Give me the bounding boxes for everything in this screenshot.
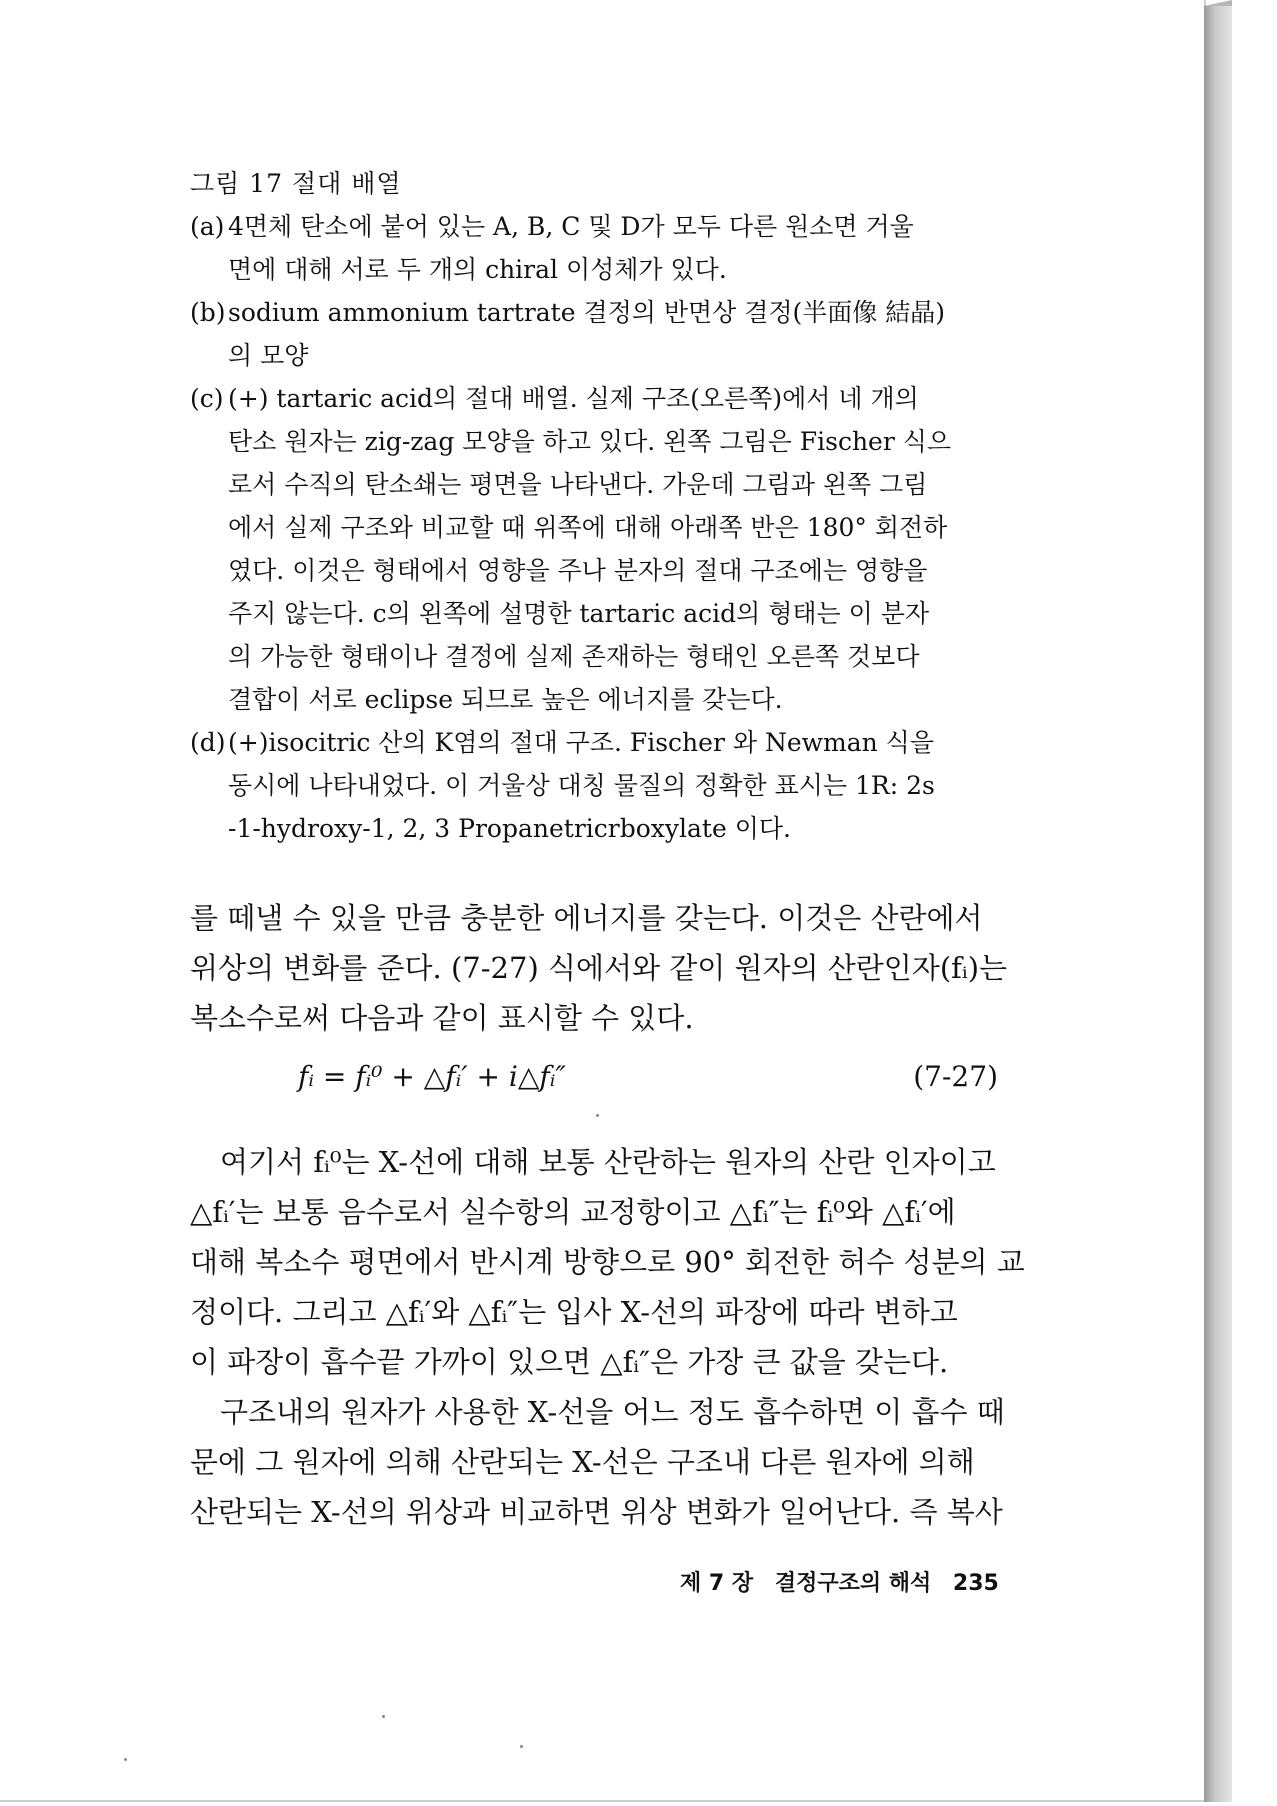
caption-line: 동시에 나타내었다. 이 거울상 대칭 물질의 정확한 표시는 1R: 2s — [228, 771, 935, 800]
text-line: 정이다. 그리고 △fᵢ′와 △fᵢ″는 입사 X-선의 파장에 따라 변하고 — [190, 1295, 958, 1329]
paragraph-2 — [190, 1137, 1030, 1387]
caption-item-label: (c) — [190, 384, 224, 413]
text-line: 구조내의 원자가 사용한 X-선을 어느 정도 흡수하면 이 흡수 때 — [220, 1395, 1005, 1429]
caption-item-label: (b) — [190, 298, 226, 327]
caption-line: 4면체 탄소에 붙어 있는 A, B, C 및 D가 모두 다른 원소면 거울 — [228, 212, 914, 241]
caption-line: (+)isocitric 산의 K염의 절대 구조. Fischer 와 Newman 식을 — [228, 728, 934, 757]
caption-line: -1-hydroxy-1, 2, 3 Propanetricrboxylate 이다. — [228, 814, 791, 843]
caption-line: 결합이 서로 eclipse 되므로 높은 에너지를 갖는다. — [228, 685, 783, 714]
paragraph-1 — [190, 893, 1030, 1043]
footer-chapter: 제 7 장 — [680, 1571, 754, 1596]
caption-line: 에서 실제 구조와 비교할 때 위쪽에 대해 아래쪽 반은 180° 회전하 — [228, 513, 948, 542]
print-speck — [382, 1715, 385, 1718]
footer-chapter-title: 결정구조의 해석 — [774, 1571, 932, 1596]
caption-line: (+) tartaric acid의 절대 배열. 실제 구조(오른쪽)에서 네 개의 — [228, 384, 919, 413]
caption-line: sodium ammonium tartrate 결정의 반면상 결정(半面像 結晶) — [228, 298, 945, 327]
caption-line: 면에 대해 서로 두 개의 chiral 이성체가 있다. — [228, 255, 727, 284]
caption-title: 그림 17 절대 배열 — [190, 169, 402, 198]
text-line: △fᵢ′는 보통 음수로서 실수항의 교정항이고 △fᵢ″는 fᵢ⁰와 △fᵢ′에 — [190, 1195, 956, 1229]
caption-item-a — [190, 205, 1030, 291]
equation-formula: fᵢ = fᵢ⁰ + △fᵢ′ + i△fᵢ″ — [298, 1060, 566, 1093]
figure-caption — [190, 162, 1030, 850]
caption-line: 의 가능한 형태이나 결정에 실제 존재하는 형태인 오른쪽 것보다 — [228, 642, 920, 671]
caption-item-label: (d) — [190, 728, 226, 757]
page-footer — [680, 1566, 1013, 1597]
text-line: 대해 복소수 평면에서 반시계 방향으로 90° 회전한 허수 성분의 교 — [190, 1245, 1025, 1279]
caption-line: 탄소 원자는 zig-zag 모양을 하고 있다. 왼쪽 그림은 Fischer 식으 — [228, 427, 952, 456]
print-speck — [596, 1114, 599, 1117]
equation-7-27 — [298, 1057, 998, 1097]
caption-item-d — [190, 721, 1030, 850]
text-line: 산란되는 X-선의 위상과 비교하면 위상 변화가 일어난다. 즉 복사 — [190, 1495, 1003, 1529]
caption-line: 로서 수직의 탄소쇄는 평면을 나타낸다. 가운데 그림과 왼쪽 그림 — [228, 470, 928, 499]
caption-item-c — [190, 377, 1030, 721]
caption-line: 의 모양 — [228, 341, 309, 370]
text-line: 이 파장이 흡수끝 가까이 있으면 △fᵢ″은 가장 큰 값을 갖는다. — [190, 1345, 949, 1379]
caption-line: 주지 않는다. c의 왼쪽에 설명한 tartaric acid의 형태는 이 분자 — [228, 599, 930, 628]
text-line: 문에 그 원자에 의해 산란되는 X-선은 구조내 다른 원자에 의해 — [190, 1445, 975, 1479]
caption-item-label: (a) — [190, 212, 225, 241]
text-line: 를 떼낼 수 있을 만큼 충분한 에너지를 갖는다. 이것은 산란에서 — [190, 901, 983, 935]
page-edge-shadow — [1204, 6, 1232, 1802]
text-line: 복소수로써 다음과 같이 표시할 수 있다. — [190, 1001, 694, 1035]
equation-number: (7-27) — [913, 1060, 998, 1093]
print-speck — [124, 1758, 127, 1761]
caption-line: 였다. 이것은 형태에서 영향을 주나 분자의 절대 구조에는 영향을 — [228, 556, 928, 585]
caption-item-b — [190, 291, 1030, 377]
page-number: 235 — [952, 1571, 999, 1596]
text-line: 여기서 fᵢ⁰는 X-선에 대해 보통 산란하는 원자의 산란 인자이고 — [220, 1145, 996, 1179]
paragraph-3 — [190, 1387, 1030, 1537]
text-line: 위상의 변화를 준다. (7-27) 식에서와 같이 원자의 산란인자(fᵢ)는 — [190, 951, 1008, 985]
print-speck — [520, 1745, 523, 1748]
